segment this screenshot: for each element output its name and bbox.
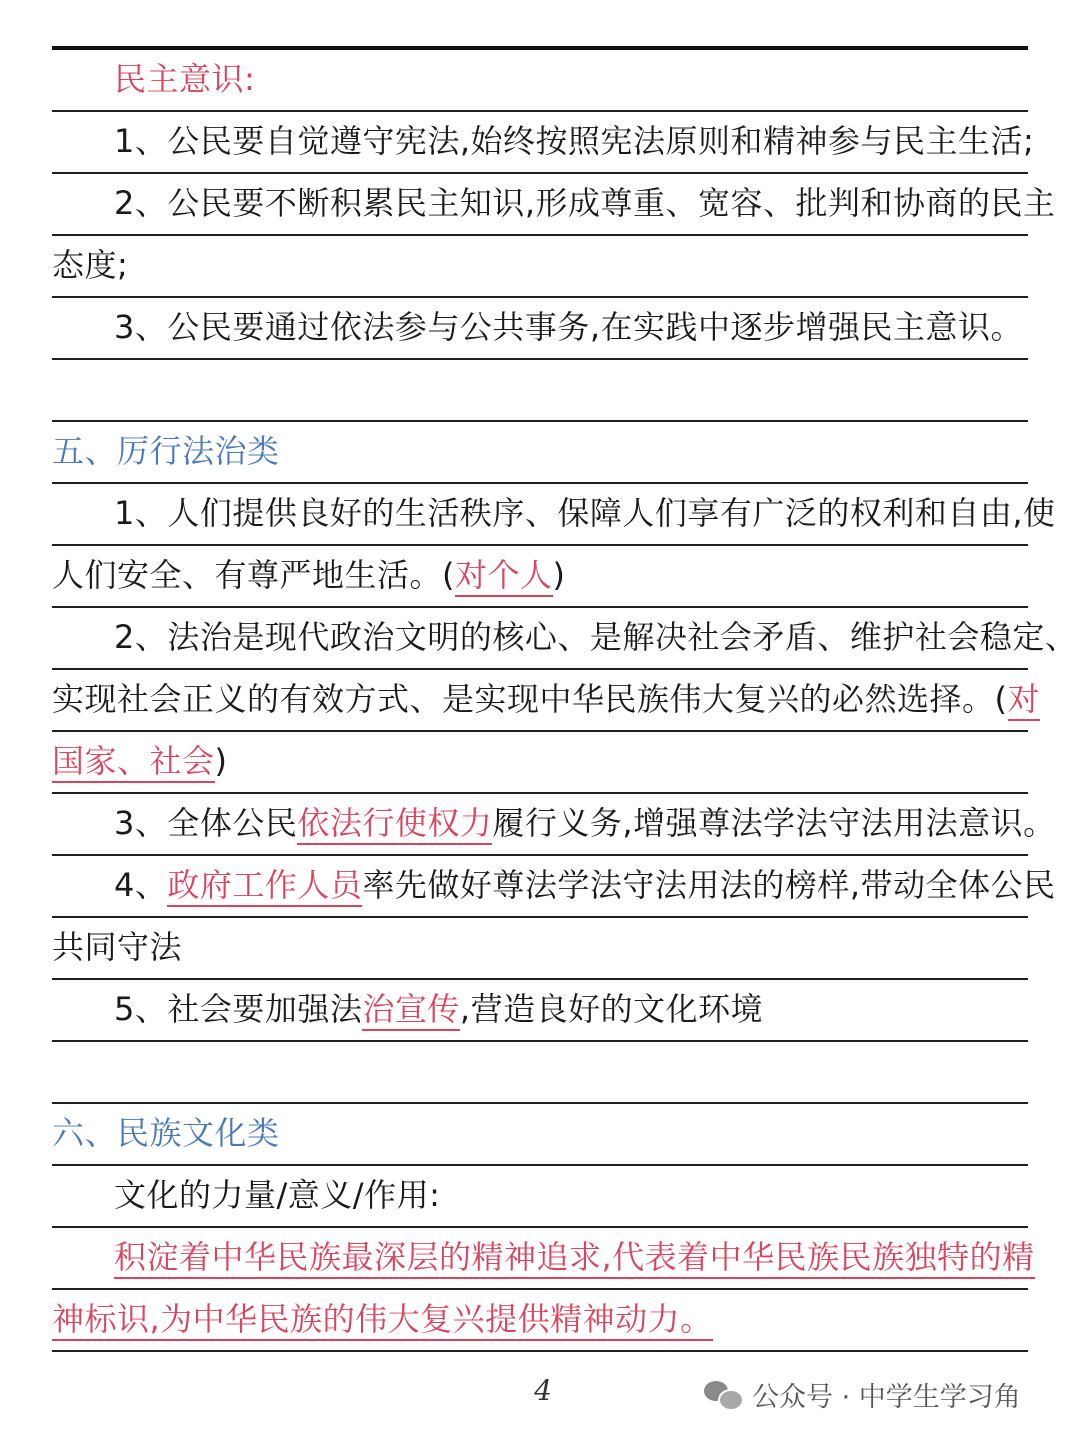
- text-line: [52, 854, 1056, 916]
- text-segment: 率先做好尊法学法守法用法的榜样,带动全体公民: [362, 866, 1056, 904]
- text-line: 共同守法: [52, 928, 183, 966]
- highlight-publicity: 治宣传: [362, 990, 460, 1031]
- text-line: 3、公民要通过依法参与公共事务,在实践中逐步增强民主意识。: [114, 308, 1024, 346]
- text-line: [52, 668, 1041, 730]
- watermark: [704, 1374, 1021, 1414]
- text-line: [52, 978, 1028, 1040]
- text-segment: 5、社会要加强法: [114, 990, 363, 1028]
- highlight-country: 对: [1008, 680, 1041, 721]
- highlight-government-staff: 政府工作人员: [167, 866, 362, 907]
- text-segment: 履行义务,增强尊法学法守法用法意识。: [492, 804, 1056, 842]
- highlight-exercise-power: 依法行使权力: [297, 804, 492, 845]
- text-segment: 实现社会正义的有效方式、是实现中华民族伟大复兴的必然选择。(: [52, 680, 1008, 718]
- section-heading-national-culture: 六、民族文化类: [52, 1114, 280, 1152]
- text-line: 2、公民要不断积累民主知识,形成尊重、宽容、批判和协商的民主: [114, 184, 1056, 222]
- highlight-country-society: 国家、社会: [52, 742, 215, 783]
- watermark-text: 公众号 · 中学生学习角: [752, 1381, 1021, 1413]
- text-segment: ): [552, 556, 566, 594]
- text-line: 文化的力量/意义/作用:: [114, 1176, 441, 1214]
- text-segment: ,营造良好的文化环境: [459, 990, 764, 1028]
- text-line: 1、人们提供良好的生活秩序、保障人们享有广泛的权利和自由,使: [114, 494, 1056, 532]
- highlight-individual: 对个人: [455, 556, 553, 597]
- text-line: 态度;: [52, 246, 129, 284]
- section-heading-rule-of-law: 五、厉行法治类: [52, 432, 280, 470]
- ruled-line: [52, 1350, 1028, 1352]
- highlight-culture-meaning: 积淀着中华民族最深层的精神追求,代表着中华民族民族独特的精: [114, 1238, 1035, 1279]
- text-segment: 3、全体公民: [114, 804, 298, 842]
- subheading-democracy: 民主意识:: [114, 60, 256, 98]
- text-line: [52, 730, 1028, 792]
- text-segment: 人们安全、有尊严地生活。(: [52, 556, 455, 594]
- ruled-line: [52, 1040, 1028, 1042]
- text-line: [52, 544, 1028, 606]
- text-line: 2、法治是现代政治文明的核心、是解决社会矛盾、维护社会稳定、: [114, 618, 1078, 656]
- page-number: 4: [534, 1374, 552, 1407]
- text-line: [52, 1288, 1028, 1350]
- ruled-line: [52, 358, 1028, 360]
- highlight-culture-meaning: 神标识,为中华民族的伟大复兴提供精神动力。: [52, 1300, 713, 1341]
- text-line: [52, 792, 1056, 854]
- text-line: [52, 1226, 1035, 1288]
- wechat-icon: [704, 1379, 742, 1409]
- text-segment: ): [214, 742, 228, 780]
- text-line: 1、公民要自觉遵守宪法,始终按照宪法原则和精神参与民主生活;: [114, 122, 1035, 160]
- text-segment: 4、: [114, 866, 168, 904]
